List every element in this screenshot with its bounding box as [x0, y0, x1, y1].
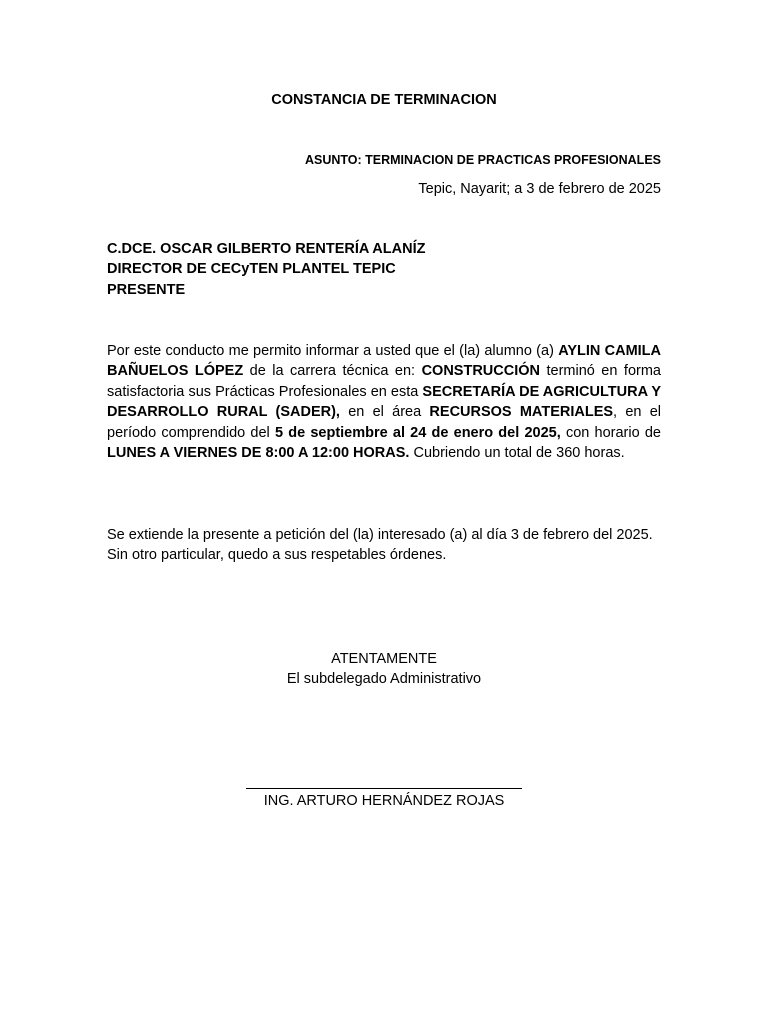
schedule-text: LUNES A VIERNES DE 8:00 A 12:00 HORAS.	[107, 445, 410, 462]
area-name: RECURSOS MATERIALES	[429, 404, 614, 421]
closing-line-2: Sin otro particular, quedo a sus respetables órdenes.	[107, 547, 447, 564]
period-text: 5 de septiembre al 24 de enero del 2025,	[274, 424, 561, 441]
addressee-greeting: PRESENTE	[107, 281, 186, 298]
institution-name: SECRETARÍA DE AGRICULTURA Y DESARROLLO RURAL (SADER),	[107, 383, 661, 421]
document-title: CONSTANCIA DE TERMINACION	[271, 92, 497, 108]
closing-line-1: Se extiende la presente a petición del (la) interesado (a) al día 3 de febrero del 2025.	[107, 527, 653, 543]
place-date: Tepic, Nayarit; a 3 de febrero de 2025	[418, 181, 661, 197]
signature-block	[0, 649, 768, 690]
salutation: ATENTAMENTE	[331, 651, 437, 667]
body-text-2: de la carrera técnica en:	[243, 363, 422, 380]
addressee-block	[107, 239, 425, 300]
career-name: CONSTRUCCIÓN	[421, 363, 540, 380]
body-text-3: terminó en forma satisfactoria sus Prácticas Profesionales en esta	[107, 363, 661, 400]
subject-line: ASUNTO: TERMINACION DE PRACTICAS PROFESIONALES	[304, 153, 661, 167]
body-paragraph	[107, 341, 661, 463]
signer-role: El subdelegado Administrativo	[286, 671, 482, 688]
signer-name: ING. ARTURO HERNÁNDEZ ROJAS	[263, 793, 505, 809]
body-text-5: , en el período comprendido del	[107, 404, 662, 441]
closing-paragraph	[107, 525, 661, 566]
body-text-1: Por este conducto me permito informar a usted que el (la) alumno (a)	[107, 343, 559, 359]
body-text-7: Cubriendo un total de 360 horas.	[409, 445, 625, 462]
body-text-4: en el área	[339, 404, 430, 421]
student-name: AYLIN CAMILA BAÑUELOS LÓPEZ	[107, 343, 662, 380]
addressee-position: DIRECTOR DE CECyTEN PLANTEL TEPIC	[107, 261, 396, 278]
addressee-name: C.DCE. OSCAR GILBERTO RENTERÍA ALANÍZ	[107, 241, 426, 257]
signature-line	[246, 788, 522, 789]
body-text-6: con horario de	[560, 424, 661, 441]
